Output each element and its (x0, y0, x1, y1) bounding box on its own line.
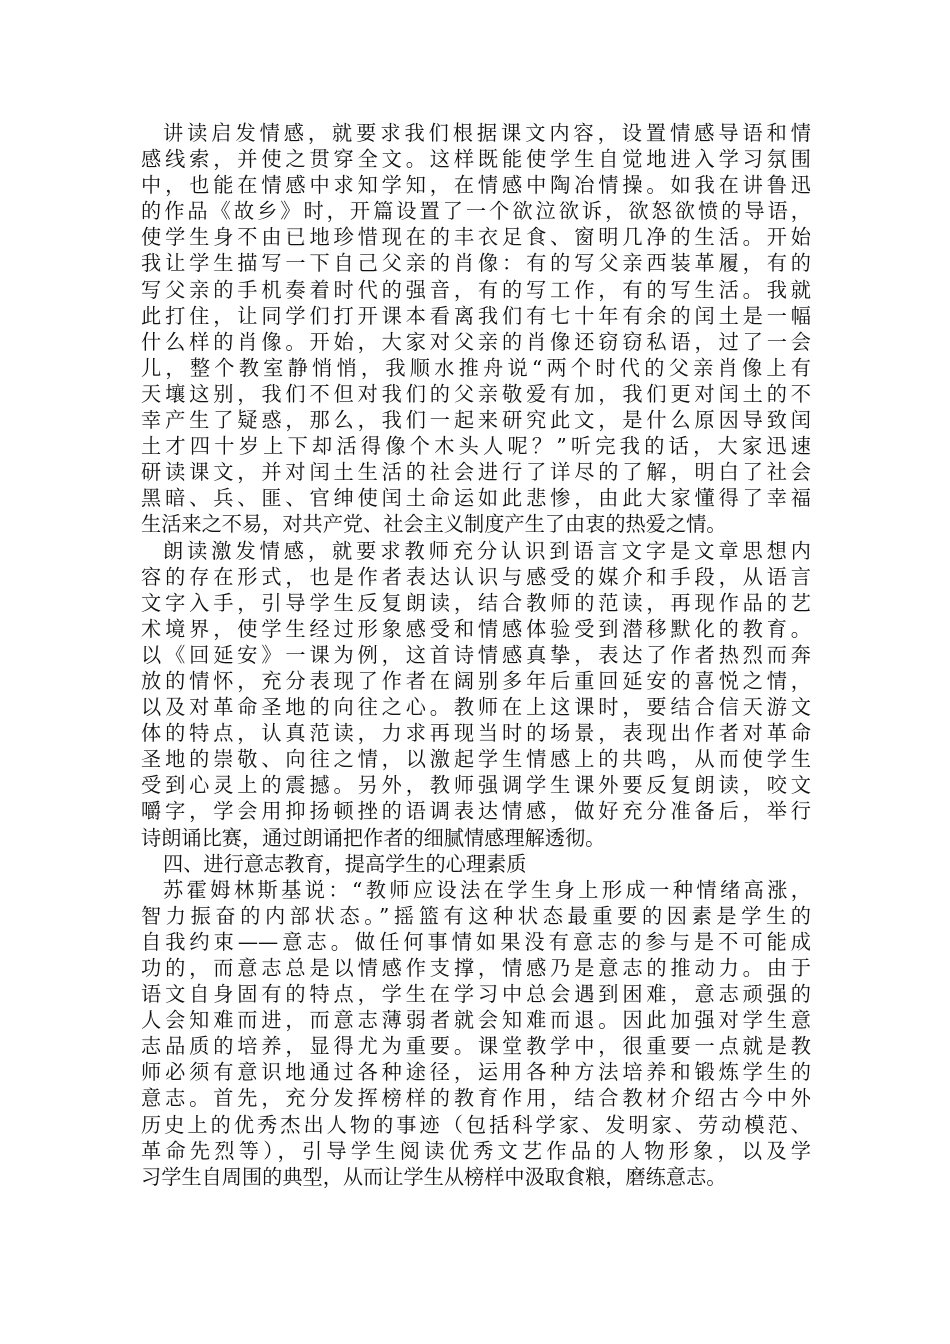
text-line: 黑暗、兵、匪、官绅使闰土命运如此悲惨，由此大家懂得了幸福 (141, 486, 811, 511)
text-line: 志品质的培养，显得尤为重要。课堂教学中，很重要一点就是教 (141, 1034, 811, 1059)
text-line: 什么样的肖像。开始，大家对父亲的肖像还窃窃私语，过了一会 (141, 329, 811, 354)
text-line: 诗朗诵比赛，通过朗诵把作者的细腻情感理解透彻。 (141, 825, 606, 850)
text-line: 土才四十岁上下却活得像个木头人呢？”听完我的话，大家迅速 (141, 434, 811, 459)
text-line: 写父亲的手机奏着时代的强音，有的写工作，有的写生活。我就 (141, 277, 811, 302)
body-text (141, 120, 811, 1190)
text-line: 容的存在形式，也是作者表达认识与感受的媒介和手段，从语言 (141, 564, 811, 589)
paragraph (141, 120, 811, 538)
text-line: 圣地的崇敬、向往之情，以激起学生情感上的共鸣，从而使学生 (141, 747, 811, 772)
text-line: 师必须有意识地通过各种途径，运用各种方法培养和锻炼学生的 (141, 1060, 811, 1085)
text-line: 功的，而意志总是以情感作支撑，情感乃是意志的推动力。由于 (141, 956, 811, 980)
text-line: 受到心灵上的震撼。另外，教师强调学生课外要反复朗读，咬文 (141, 773, 811, 798)
text-line: 感线索，并使之贯穿全文。这样既能使学生自觉地进入学习氛围 (141, 147, 811, 172)
text-line: 天壤这别，我们不但对我们的父亲敬爱有加，我们更对闰土的不 (141, 381, 811, 406)
paragraph (141, 877, 811, 1190)
text-line: 意志。首先，充分发挥榜样的教育作用，结合教材介绍古今中外 (141, 1086, 811, 1111)
text-line: 嚼字，学会用抑扬顿挫的语调表达情感，做好充分准备后，举行 (141, 799, 811, 824)
text-line: 以《回延安》一课为例，这首诗情感真挚，表达了作者热烈而奔 (141, 642, 811, 667)
text-line: 体的特点，认真范读，力求再现当时的场景，表现出作者对革命 (141, 721, 811, 746)
text-line: 生活来之不易，对共产党、社会主义制度产生了由衷的热爱之情。 (141, 512, 727, 537)
text-line: 四、进行意志教育，提高学生的心理素质 (163, 851, 527, 876)
text-line: 的作品《故乡》时，开篇设置了一个欲泣欲诉，欲怒欲愤的导语， (141, 199, 811, 224)
text-line: 文字入手，引导学生反复朗读，结合教师的范读，再现作品的艺 (141, 590, 811, 615)
text-line: 习学生自周围的典型，从而让学生从榜样中汲取食粮，磨练意志。 (141, 1164, 727, 1189)
text-line: 中，也能在情感中求知学知，在情感中陶冶情操。如我在讲鲁迅 (141, 173, 811, 198)
text-line: 朗读激发情感，就要求教师充分认识到语言文字是文章思想内 (163, 538, 811, 563)
text-line: 讲读启发情感，就要求我们根据课文内容，设置情感导语和情 (163, 121, 811, 145)
text-line: 历史上的优秀杰出人物的事迹（包括科学家、发明家、劳动模范、 (141, 1112, 811, 1137)
text-line: 使学生身不由已地珍惜现在的丰衣足食、窗明几净的生活。开始 (141, 225, 811, 250)
text-line: 智力振奋的内部状态。”摇篮有这种状态最重要的因素是学生的 (141, 903, 811, 928)
text-line: 儿，整个教室静悄悄，我顺水推舟说“两个时代的父亲肖像上有 (141, 355, 811, 380)
text-line: 幸产生了疑惑，那么，我们一起来研究此文，是什么原因导致闰 (141, 408, 811, 433)
section-heading (141, 851, 811, 877)
text-line: 我让学生描写一下自己父亲的肖像：有的写父亲西装革履，有的 (141, 251, 811, 276)
text-line: 以及对革命圣地的向往之心。教师在上这课时，要结合信天游文 (141, 695, 811, 720)
text-line: 研读课文，并对闰土生活的社会进行了详尽的了解，明白了社会 (141, 460, 811, 485)
paragraph (141, 538, 811, 851)
text-line: 苏霍姆林斯基说：“教师应设法在学生身上形成一种情绪高涨， (163, 877, 811, 902)
text-line: 人会知难而进，而意志薄弱者就会知难而退。因此加强对学生意 (141, 1008, 811, 1033)
text-line: 术境界，使学生经过形象感受和情感体验受到潜移默化的教育。 (141, 616, 811, 641)
text-line: 革命先烈等），引导学生阅读优秀文艺作品的人物形象，以及学 (141, 1138, 811, 1163)
text-line: 自我约束——意志。做任何事情如果没有意志的参与是不可能成 (141, 929, 811, 954)
text-line: 语文自身固有的特点，学生在学习中总会遇到困难，意志顽强的 (141, 982, 811, 1007)
text-line: 此打住，让同学们打开课本看离我们有七十年有余的闰土是一幅 (141, 303, 811, 328)
text-line: 放的情怀，充分表现了作者在阔别多年后重回延安的喜悦之情， (141, 668, 811, 693)
